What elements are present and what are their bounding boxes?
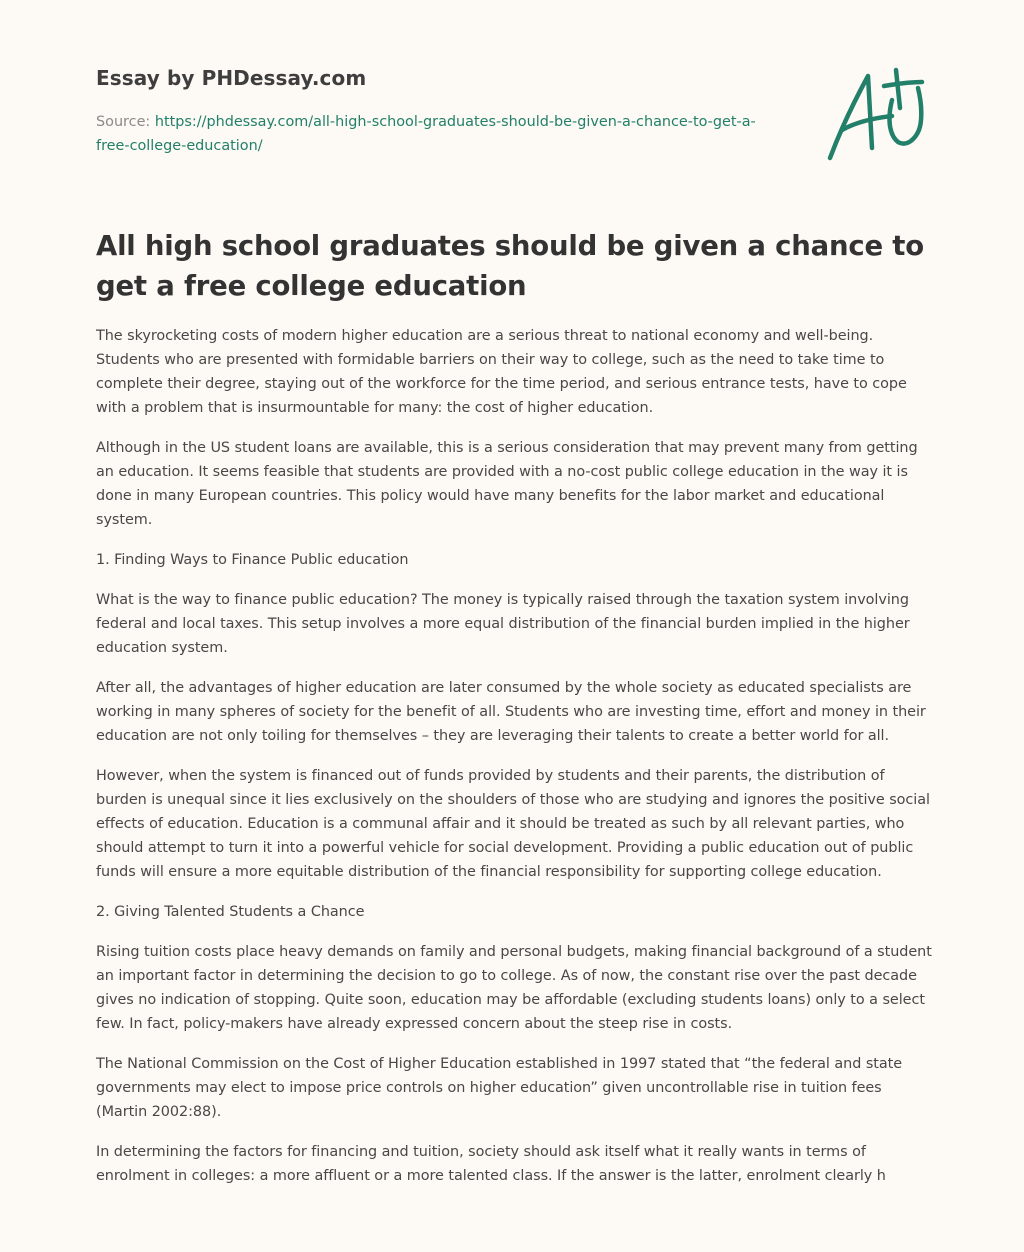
- source-link[interactable]: https://phdessay.com/all-high-school-graduates-should-be-given-a-chance-to-get-a-free-college-education/: [96, 114, 756, 154]
- essay-paragraph: After all, the advantages of higher education are later consumed by the whole society as educated specialists are working in many spheres of society for the benefit of all. Students who are investing time, effort and money in their education are not only toiling for themselves – they are leveraging their talents to create a better world for all.: [96, 680, 926, 744]
- a-plus-logo-icon: [822, 64, 932, 170]
- essay-paragraph: The skyrocketing costs of modern higher education are a serious threat to national economy and well-being. Students who are presented with formidable barriers on their way to college, such as the need to take time to complete their degree, staying out of the workforce for the time period, and serious entrance tests, have to cope with a problem that is insurmountable for many: the cost of higher education.: [96, 328, 907, 416]
- essay-paragraph: However, when the system is financed out of funds provided by students and their parents, the distribution of burden is unequal since it lies exclusively on the shoulders of those who are studying and ignores the positive social effects of education. Education is a communal affair and it should be treated as such by all relevant parties, who should attempt to turn it into a powerful vehicle for social development. Providing a public education out of public funds will ensure a more equitable distribution of the financial responsibility for supporting college education.: [96, 768, 930, 880]
- source-label: Source:: [96, 114, 151, 130]
- essay-body: [96, 324, 936, 1204]
- essay-title: All high school graduates should be given a chance to get a free college education: [96, 230, 924, 302]
- source-line: [96, 110, 776, 158]
- essay-paragraph: What is the way to finance public education? The money is typically raised through the taxation system involving federal and local taxes. This setup involves a more equal distribution of the financial burden implied in the higher education system.: [96, 592, 910, 656]
- section-heading: 1. Finding Ways to Finance Public education: [96, 552, 409, 568]
- section-heading: 2. Giving Talented Students a Chance: [96, 904, 365, 920]
- essay-paragraph: In determining the factors for financing and tuition, society should ask itself what it really wants in terms of enrolment in colleges: a more affluent or a more talented class. If the answer is the latter, enrolment clearly h: [96, 1144, 886, 1184]
- essay-paragraph: Although in the US student loans are available, this is a serious consideration that may prevent many from getting an education. It seems feasible that students are provided with a no-cost public college education in the way it is done in many European countries. This policy would have many benefits for the labor market and educational system.: [96, 440, 918, 528]
- site-title: Essay by PHDessay.com: [96, 66, 367, 90]
- essay-paragraph: Rising tuition costs place heavy demands on family and personal budgets, making financial background of a student an important factor in determining the decision to go to college. As of now, the constant rise over the past decade gives no indication of stopping. Quite soon, education may be affordable (excluding students loans) only to a select few. In fact, policy-makers have already expressed concern about the steep rise in costs.: [96, 944, 932, 1032]
- essay-paragraph: The National Commission on the Cost of Higher Education established in 1997 stated that “the federal and state governments may elect to impose price controls on higher education” given uncontrollable rise in tuition fees (Martin 2002:88).: [96, 1056, 903, 1120]
